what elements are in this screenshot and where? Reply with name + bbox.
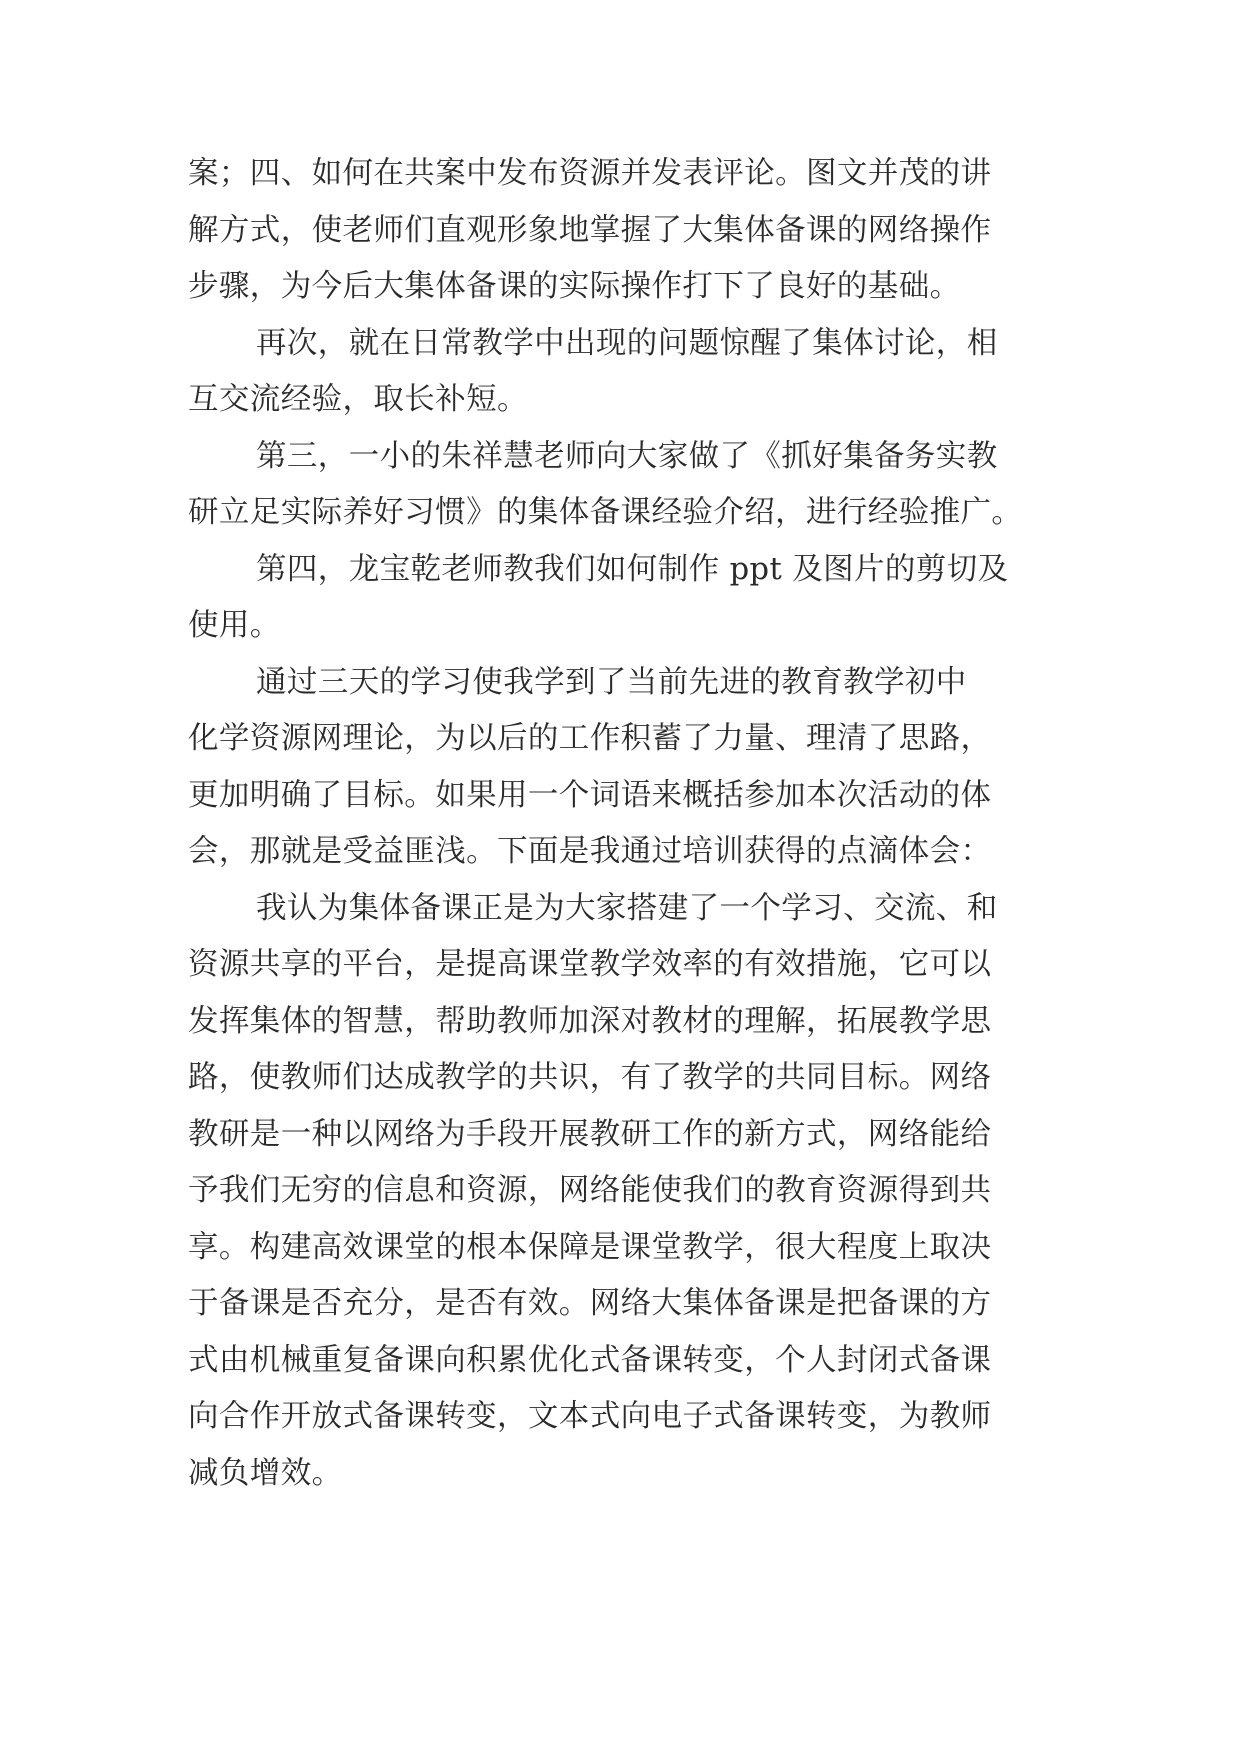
text-line: 发挥集体的智慧，帮助教师加深对教材的理解，拓展教学思 [188,1003,992,1039]
text-line: 减负增效。 [188,1455,343,1491]
text-line: 更加明确了目标。如果用一个词语来概括参加本次活动的体 [188,777,992,813]
paragraph-first-line: 第三，一小的朱祥慧老师向大家做了《抓好集备务实教 [256,438,998,474]
text-line: 解方式，使老师们直观形象地掌握了大集体备课的网络操作 [188,212,992,248]
text-line: 互交流经验，取长补短。 [188,382,528,417]
paragraph-first-line: 第四，龙宝乾老师教我们如何制作 ppt 及图片的剪切及 [256,551,1009,587]
text-line: 化学资源网理论，为以后的工作积蓄了力量、理清了思路， [188,721,992,756]
text-line: 步骤，为今后大集体备课的实际操作打下了良好的基础。 [188,269,961,304]
text-line: 研立足实际养好习惯》的集体备课经验介绍，进行经验推广。 [188,495,1023,530]
text-line: 案；四、如何在共案中发布资源并发表评论。图文并茂的讲 [188,156,992,191]
text-line: 会，那就是受益匪浅。下面是我通过培训获得的点滴体会： [188,834,992,869]
text-line: 使用。 [188,608,281,643]
text-line: 享。构建高效课堂的根本保障是课堂教学，很大程度上取决 [188,1229,992,1265]
text-line: 向合作开放式备课转变，文本式向电子式备课转变，为教师 [188,1399,992,1434]
text-line: 教研是一种以网络为手段开展教研工作的新方式，网络能给 [188,1116,992,1152]
paragraph-first-line: 再次，就在日常教学中出现的问题惊醒了集体讨论，相 [256,325,998,361]
paragraph-first-line: 我认为集体备课正是为大家搭建了一个学习、交流、和 [256,890,998,926]
text-line: 式由机械重复备课向积累优化式备课转变，个人封闭式备课 [188,1342,992,1378]
text-line: 资源共享的平台，是提高课堂教学效率的有效措施，它可以 [188,947,992,982]
text-line: 于备课是否充分，是否有效。网络大集体备课是把备课的方 [188,1286,992,1321]
text-line: 予我们无穷的信息和资源，网络能使我们的教育资源得到共 [188,1173,992,1208]
body-text [188,146,1058,1502]
paragraph-first-line: 通过三天的学习使我学到了当前先进的教育教学初中 [256,664,967,700]
text-line: 路，使教师们达成教学的共识，有了教学的共同目标。网络 [188,1060,992,1095]
